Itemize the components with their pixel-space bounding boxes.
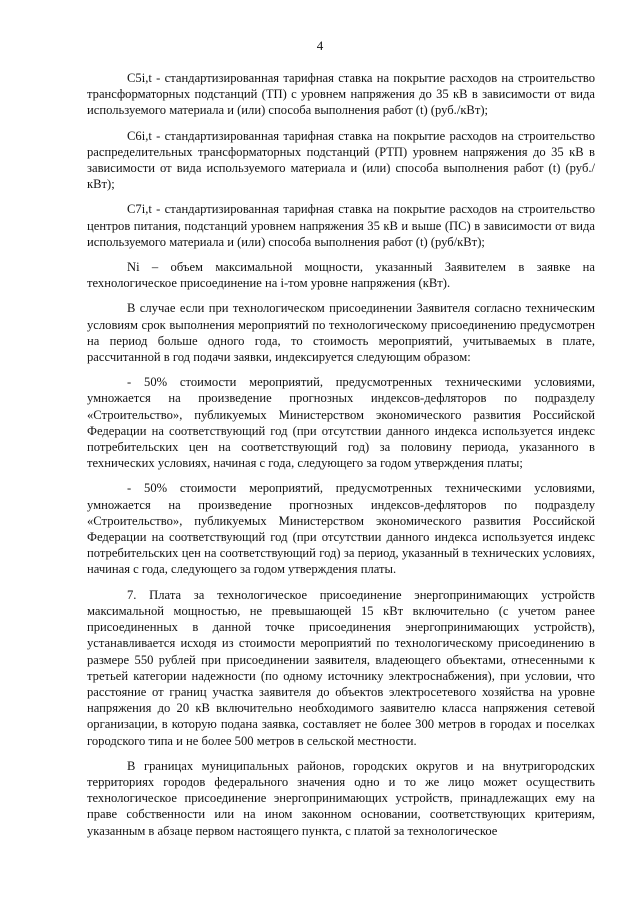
paragraph-ni-definition: Ni – объем максимальной мощности, указанный Заявителем в заявке на технологическое присоединение на i-том уровне напряжения (кВт).: [87, 260, 595, 291]
document-body: [87, 70, 595, 839]
paragraph-indexation-half-period: - 50% стоимости мероприятий, предусмотренных техническими условиями, умножается на произведение прогнозных индексов-дефляторов по подразделу «Строительство», публикуемых Министерством экономического развития Российской Федерации на соответствующий год (при отсутствии данного индекса используется индекс потребительских цен на соответствующий год) за половину периода, указанного в технических условиях, начиная с года, следующего за годом утверждения платы;: [87, 375, 595, 471]
page-number: 4: [316, 38, 324, 53]
paragraph-item-7: 7. Плата за технологическое присоединение энергопринимающих устройств максимальной мощностью, не превышающей 15 кВт включительно (с учетом ранее присоединенных в данной точке присоединения энергопринимающих устройств), устанавливается исходя из стоимости мероприятий по технологическому присоединению в размере 550 рублей при присоединении заявителя, владеющего объектами, отнесенными к третьей категории надежности (по одному источнику электроснабжения), при условии, что расстояние от границ участка заявителя до объектов электросетевого хозяйства на уровне напряжения до 20 кВ включительно необходимого заявителю класса напряжения сетевой организации, в которую подана заявка, составляет не более 300 метров в городах и поселках городского типа и не более 500 метров в сельской местности.: [87, 587, 595, 748]
paragraph-municipal-boundaries: В границах муниципальных районов, городских округов и на внутригородских территориях городов федерального значения одно и то же лицо может осуществить технологическое присоединение энергопринимающих устройств, принадлежащих ему на праве собственности или на ином законном основании, соответствующих критериям, указанным в абзаце первом настоящего пункта, с платой за технологическое: [87, 758, 595, 838]
paragraph-indexation-intro: В случае если при технологическом присоединении Заявителя согласно техническим условиям срок выполнения мероприятий по технологическому присоединению предусмотрен на период больше одного года, то стоимость мероприятий, учитываемых в плате, рассчитанной в год подачи заявки, индексируется следующим образом:: [87, 301, 595, 365]
paragraph-c6-rate: C6i,t - стандартизированная тарифная ставка на покрытие расходов на строительство распределительных трансформаторных подстанций (РТП) уровнем напряжения до 35 кВ в зависимости от вида используемого материала и (или) способа выполнения работ (t) (руб./кВт);: [87, 128, 595, 192]
paragraph-c5-rate: C5i,t - стандартизированная тарифная ставка на покрытие расходов на строительство трансформаторных подстанций (ТП) с уровнем напряжения до 35 кВ в зависимости от вида используемого материала и (или) способа выполнения работ (t) (руб./кВт);: [87, 71, 595, 118]
paragraph-c7-rate: C7i,t - стандартизированная тарифная ставка на покрытие расходов на строительство центров питания, подстанций уровнем напряжения 35 кВ и выше (ПС) в зависимости от вида используемого материала и (или) способа выполнения работ (t) (руб/кВт);: [87, 202, 595, 249]
paragraph-indexation-full-period: - 50% стоимости мероприятий, предусмотренных техническими условиями, умножается на произведение прогнозных индексов-дефляторов по подразделу «Строительство», публикуемых Министерством экономического развития Российской Федерации на соответствующий год (при отсутствии данного индекса используется индекс потребительских цен на соответствующий год) за период, указанный в технических условиях, начиная с года, следующего за годом утверждения платы.: [87, 481, 595, 577]
